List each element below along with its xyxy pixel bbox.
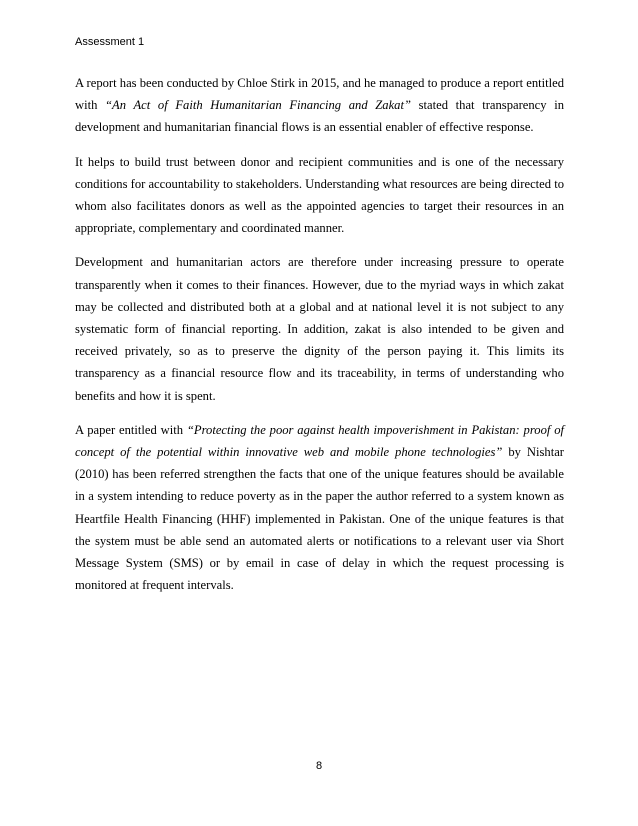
paper-title-italic: “Protecting the poor against health impoverishment in Pakistan: proof of concept of the potential within innovative web and mobile phone technologies” — [75, 422, 565, 460]
paragraph-1 — [75, 72, 564, 139]
paragraph-2-text: It helps to build trust between donor and recipient communities and is one of the necessary conditions for accountability to stakeholders. Understanding what resources are being directed to whom also facilitates donors as well as the appointed agencies to target their resources in an appropriate, complementary and coordinated manner. — [75, 154, 564, 236]
paragraph-1-text-continued: stated that transparency in development and humanitarian financial flows is an essential enabler of effective response. — [75, 98, 564, 135]
paragraph-3-text: Development and humanitarian actors are therefore under increasing pressure to operate transparently when it comes to their finances. However, due to the myriad ways in which zakat may be collected and distributed both at a global and at national level it is not subject to any systematic form of financial reporting. In addition, zakat is also intended to be given and received privately, so as to preserve the dignity of the person paying it. This limits its transparency as a financial resource flow and its traceability, in terms of understanding who benefits and how it is spent. — [75, 255, 564, 403]
paragraph-4 — [75, 419, 564, 597]
paragraph-3 — [75, 251, 564, 406]
report-title-italic: “An Act of Faith Humanitarian Financing and Zakat” — [105, 98, 411, 113]
body-text — [75, 72, 564, 608]
paragraph-4-text-continued: by Nishtar (2010) has been referred strengthen the facts that one of the unique features should be available in a system intending to reduce poverty as in the paper the author referred to a system known as Heartfile Health Financing (HHF) implemented in Pakistan. One of the unique features is that the system must be able send an automated alerts or notifications to a relevant user via Short Message System (SMS) or by email in case of delay in which the request processing is monitored at frequent intervals. — [75, 445, 565, 593]
paragraph-2 — [75, 151, 564, 240]
header-title: Assessment 1 — [75, 36, 145, 48]
paragraph-1-text: A report has been conducted by Chloe Stirk in 2015, and he managed to produce a report entitled with — [75, 76, 564, 113]
page-number: 8 — [315, 760, 323, 772]
paragraph-4-text: A paper entitled with — [75, 422, 187, 437]
